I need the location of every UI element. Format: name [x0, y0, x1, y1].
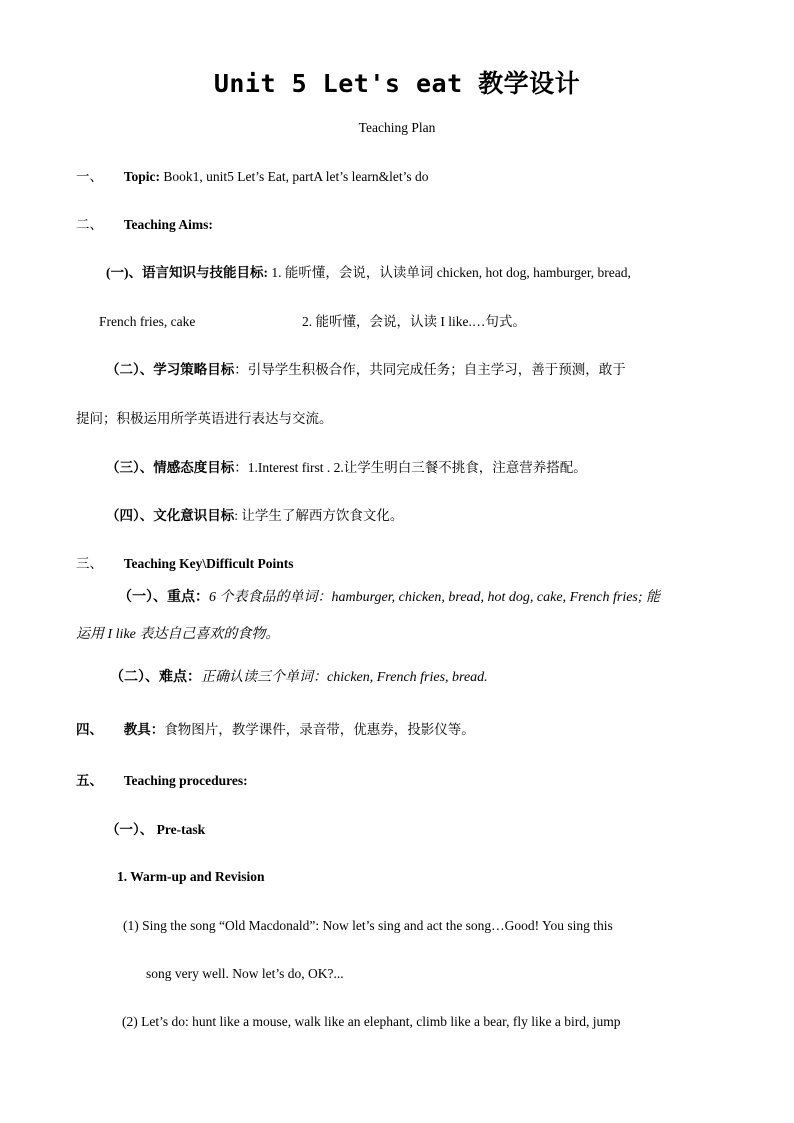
- topic-text: Book1, unit5 Let’s Eat, partA let’s learn&let’s do: [160, 169, 429, 184]
- aim-text: ：引导学生积极合作，共同完成任务；自主学习，善于预测，敢于: [234, 362, 626, 377]
- aim-label: （三）、情感态度目标: [106, 460, 235, 475]
- key-text: 6 个表食品的单词：hamburger, chicken, bread, hot dog, cake, French fries; 能: [209, 590, 661, 605]
- key-label: （一）、重点：: [118, 590, 209, 605]
- section-aims: [76, 216, 213, 234]
- aim-text: 1. 能听懂，会说，认读单词 chicken, hot dog, hamburger, bread,: [268, 265, 631, 280]
- aim-language: [106, 264, 631, 282]
- procedure-label: （一）、 Pre-task: [106, 822, 206, 837]
- procedure-label: 1. Warm-up and Revision: [117, 869, 265, 884]
- procedure-pretask: [106, 821, 205, 839]
- page-title: Unit 5 Let's eat 教学设计: [213, 69, 581, 98]
- aim-text: : 让学生了解西方饮食文化。: [234, 508, 404, 523]
- section-label: Teaching Key\Difficult Points: [123, 556, 294, 571]
- aids-text: 食物图片，教学课件，录音带，优惠券，投影仪等。: [164, 722, 475, 737]
- procedure-cont: song very well. Now let’s do, OK?...: [146, 966, 344, 981]
- section-number: 一、: [76, 169, 103, 184]
- aim-label: （二）、学习策略目标: [106, 362, 235, 377]
- section-label: Teaching procedures:: [123, 773, 248, 788]
- aim-cont-b: 2. 能听懂，会说，认读 I like.…句式。: [302, 314, 526, 329]
- aim-label: (一)、语言知识与技能目标:: [106, 265, 268, 280]
- difficult-text: 正确认读三个单词：chicken, French fries, bread.: [201, 670, 488, 685]
- page-subtitle: Teaching Plan: [358, 120, 436, 135]
- section-procedures: [76, 772, 248, 790]
- aim-strategy: [106, 361, 626, 379]
- aim-language-cont: [99, 313, 195, 331]
- key-point-cont: [76, 626, 279, 644]
- aim-emotion: [106, 459, 587, 477]
- section-aids: [76, 721, 475, 739]
- procedure-warmup: [117, 868, 265, 886]
- section-number: 三、: [76, 556, 103, 571]
- aim-label: （四）、文化意识目标: [106, 508, 235, 523]
- section-number: 二、: [76, 217, 103, 232]
- section-key-points: [76, 555, 294, 573]
- key-point: [118, 589, 660, 607]
- difficult-label: （二）、难点：: [110, 670, 201, 685]
- section-label: Teaching Aims:: [123, 217, 213, 232]
- aim-text: ：1.Interest first . 2.让学生明白三餐不挑食，注意营养搭配。: [234, 460, 587, 475]
- section-number: 四、: [76, 722, 103, 737]
- aim-strategy-cont: [76, 410, 333, 428]
- key-cont: 运用 I like 表达自己喜欢的食物。: [76, 627, 280, 642]
- section-label: 教具：: [123, 722, 165, 737]
- procedure-step-1-cont: [146, 965, 344, 983]
- aim-cont: 提问；积极运用所学英语进行表达与交流。: [76, 411, 333, 426]
- section-topic: [76, 168, 428, 186]
- procedure-step-1: [123, 917, 613, 935]
- difficult-point: [110, 669, 488, 687]
- aim-cont-a: French fries, cake: [99, 314, 196, 329]
- section-label: Topic:: [123, 169, 161, 184]
- procedure-text: (2) Let’s do: hunt like a mouse, walk like an elephant, climb like a bear, fly like a bird, jump: [122, 1014, 621, 1029]
- procedure-step-2: [122, 1013, 620, 1031]
- procedure-text: (1) Sing the song “Old Macdonald”: Now let’s sing and act the song…Good! You sing this: [123, 918, 613, 933]
- section-number: 五、: [76, 773, 103, 788]
- aim-culture: [106, 507, 403, 525]
- aim-language-cont-b: [302, 313, 526, 331]
